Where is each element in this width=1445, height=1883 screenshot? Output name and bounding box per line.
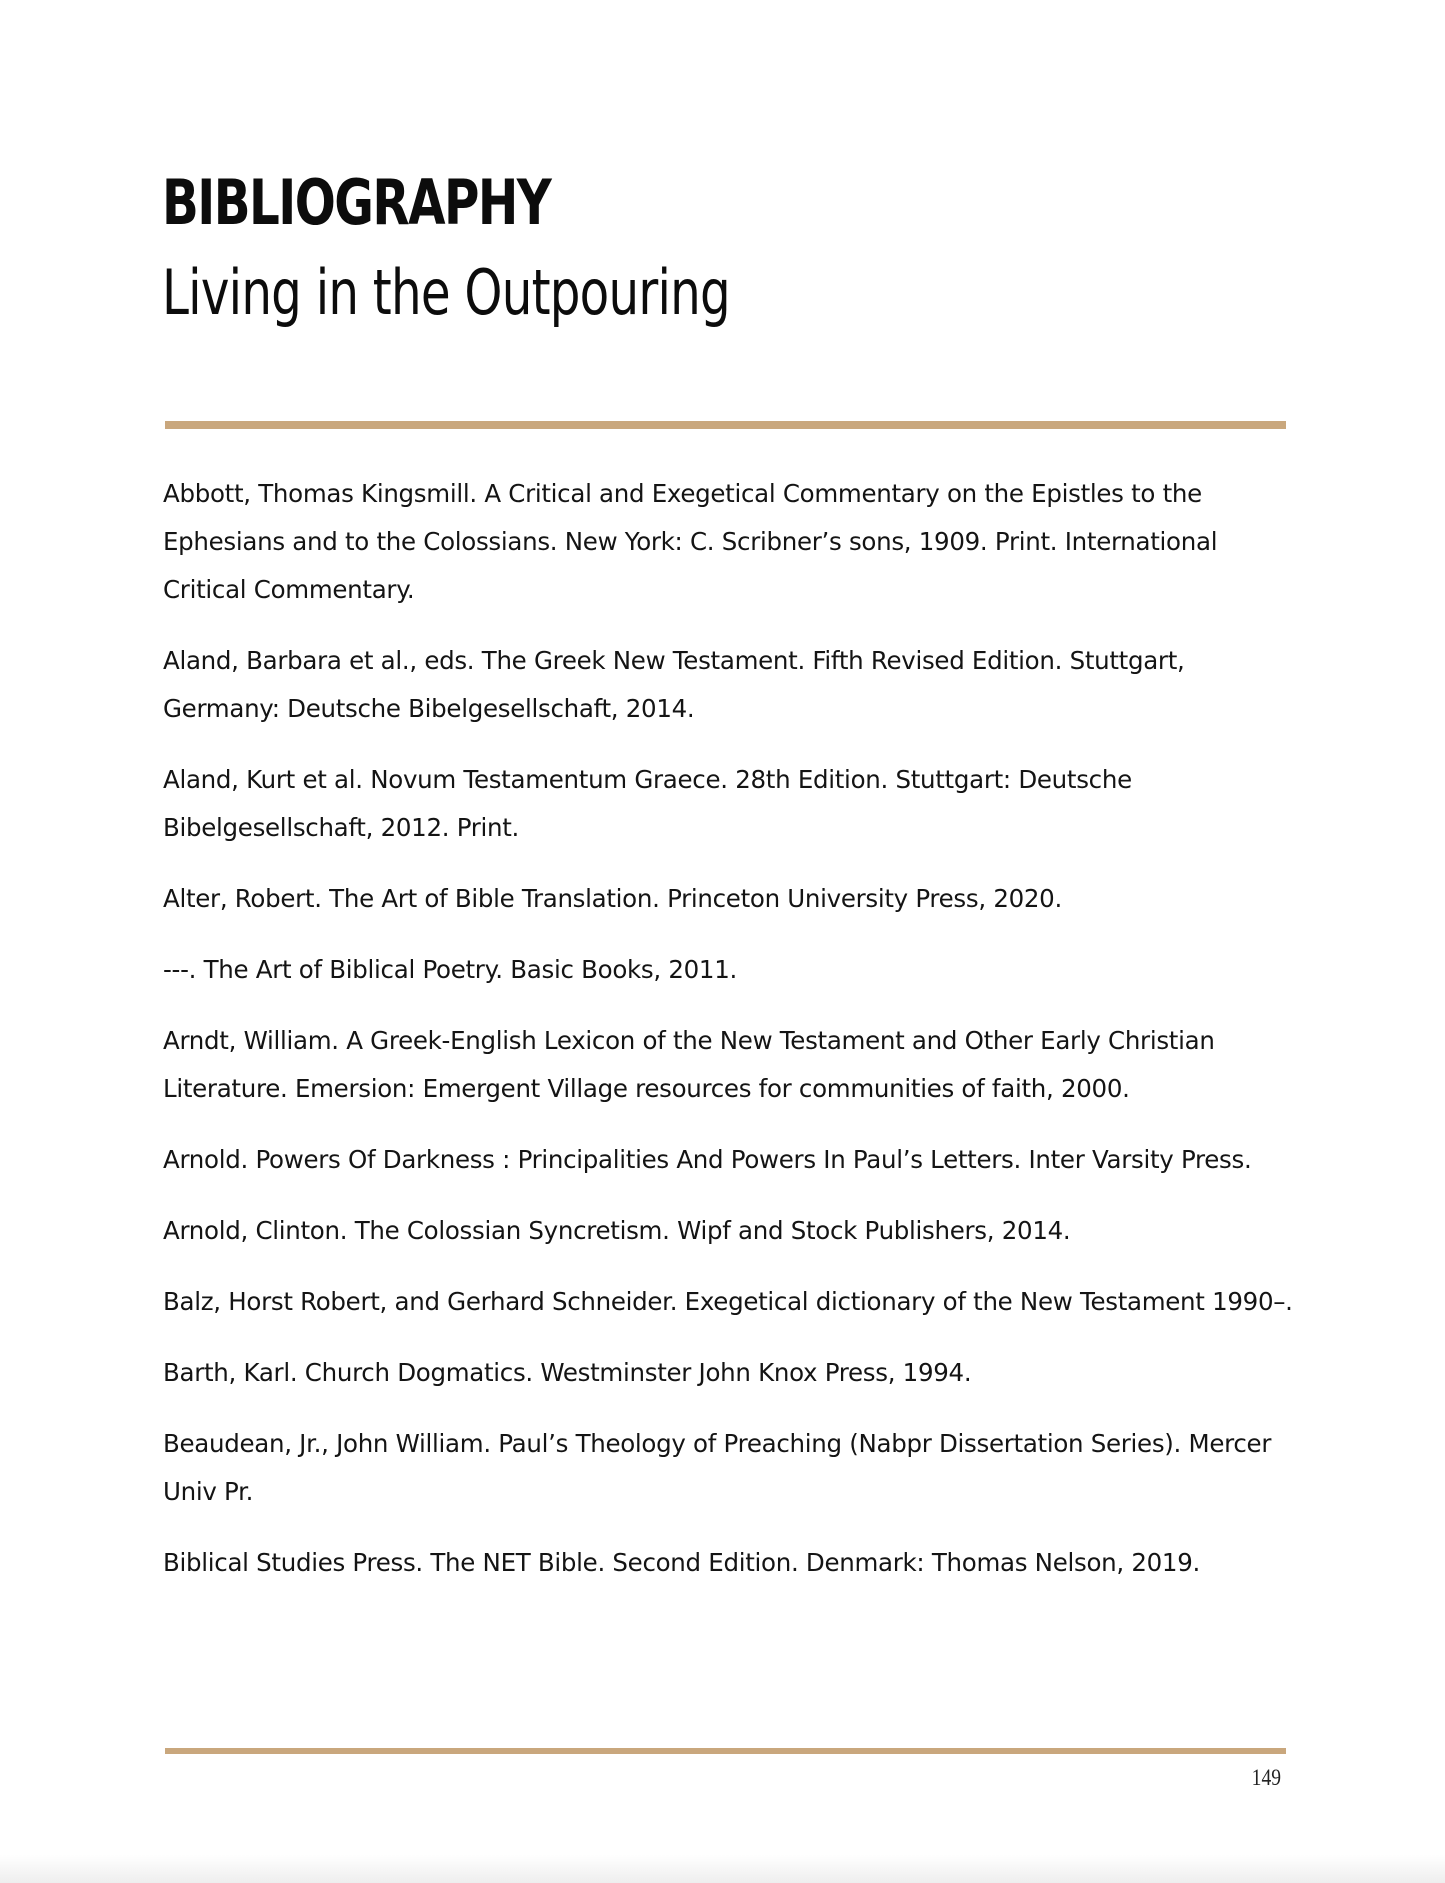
bibliography-entry: Arnold, Clinton. The Colossian Syncretism. Wipf and Stock Publishers, 2014. (163, 1216, 1071, 1245)
bibliography-entry: Alter, Robert. The Art of Bible Translation. Princeton University Press, 2020. (163, 884, 1062, 913)
bibliography-entry: Beaudean, Jr., John William. Paul’s Theology of Preaching (Nabpr Dissertation Series). Mercer Univ Pr. (163, 1429, 1272, 1506)
bibliography-entry: Biblical Studies Press. The NET Bible. Second Edition. Denmark: Thomas Nelson, 2019. (163, 1548, 1200, 1577)
page-number: 149 (1251, 1765, 1281, 1790)
bibliography-entry: Aland, Barbara et al., eds. The Greek New Testament. Fifth Revised Edition. Stuttgart, Germany: Deutsche Bibelgesellschaft, 2014. (163, 646, 1185, 723)
page-title: BIBLIOGRAPHY (162, 166, 551, 239)
bibliography-entry: Abbott, Thomas Kingsmill. A Critical and Exegetical Commentary on the Epistles to the Ephesians and to the Colossians. New York: C. Scribner’s sons, 1909. Print. International Critical Commentary. (163, 479, 1218, 604)
bottom-divider (165, 1748, 1286, 1754)
bibliography-entry: Balz, Horst Robert, and Gerhard Schneider. Exegetical dictionary of the New Testament 1990–. (163, 1287, 1293, 1316)
bibliography-list (163, 470, 1303, 1610)
top-divider (165, 421, 1286, 429)
bibliography-entry: Aland, Kurt et al. Novum Testamentum Graece. 28th Edition. Stuttgart: Deutsche Bibelgesellschaft, 2012. Print. (163, 765, 1132, 842)
page-subtitle: Living in the Outpouring (162, 256, 730, 329)
bibliography-entry: Barth, Karl. Church Dogmatics. Westminster John Knox Press, 1994. (163, 1358, 972, 1387)
bibliography-entry: Arndt, William. A Greek-English Lexicon of the New Testament and Other Early Christian Literature. Emersion: Emergent Village resources for communities of faith, 2000. (163, 1026, 1215, 1103)
bibliography-entry: ---. The Art of Biblical Poetry. Basic Books, 2011. (163, 955, 737, 984)
page-edge-shadow (0, 1855, 1445, 1883)
bibliography-entry: Arnold. Powers Of Darkness : Principalities And Powers In Paul’s Letters. Inter Varsity Press. (163, 1145, 1252, 1174)
